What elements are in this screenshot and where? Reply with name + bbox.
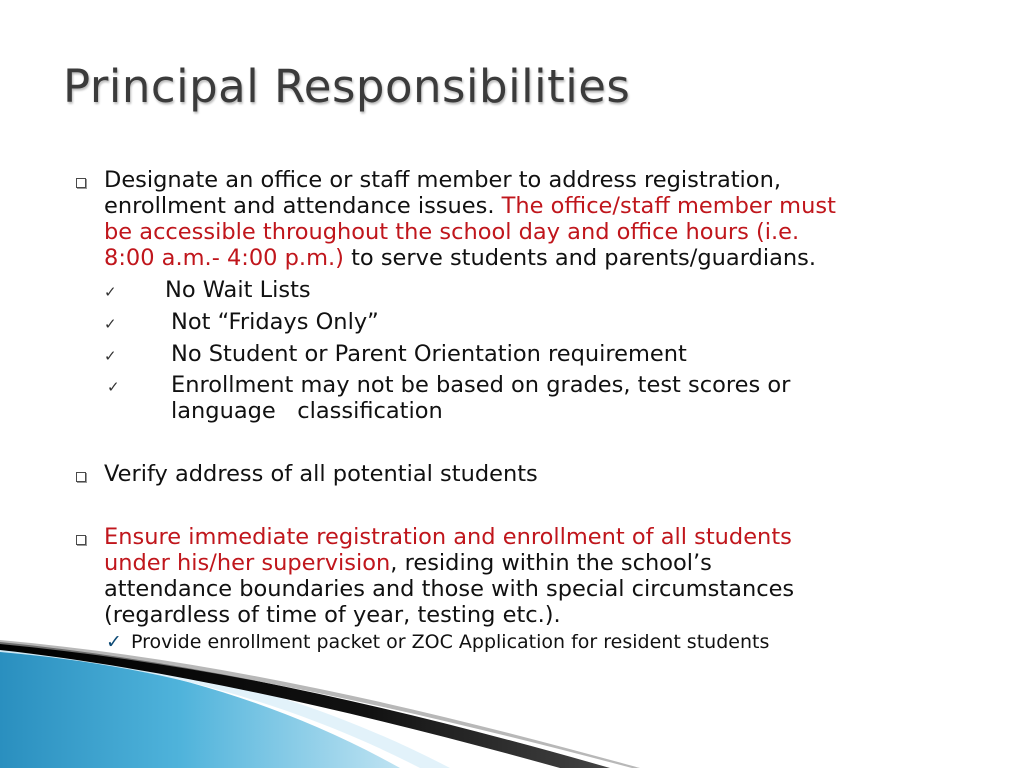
bullet-1-line-1: Designate an office or staff member to address registration, [104,167,781,193]
square-bullet-icon [76,178,86,188]
slide-title: Principal Responsibilities [63,60,631,113]
bullet-3-line-2 [104,550,984,576]
bullet-1-line-3: be accessible throughout the school day and office hours (i.e. [104,219,800,245]
square-bullet-icon [76,535,86,545]
bullet-3-line-2-black: , residing within the school’s [390,550,712,576]
checkmark-icon: ✓ [104,347,117,365]
checkmark-icon: ✓ [106,631,122,653]
decorative-swoosh [0,600,1024,768]
subitem-no-orientation: No Student or Parent Orientation requirement [171,341,687,367]
bullet-1-line-4-black: to serve students and parents/guardians. [343,245,817,271]
bullet-1-line-2-red: The office/staff member must [501,193,836,219]
bullet-2-text: Verify address of all potential students [104,461,538,487]
checkmark-icon: ✓ [104,315,117,333]
subitem-no-wait-lists: No Wait Lists [165,277,311,303]
bullet-3-line-3: attendance boundaries and those with special circumstances [104,576,795,602]
bullet-1-line-2 [104,193,984,219]
bullet-1-line-4-red: 8:00 a.m.- 4:00 p.m.) [104,245,344,271]
bullet-3-line-2-red: under his/her supervision [104,550,391,576]
bullet-1-line-2-black: enrollment and attendance issues. [104,193,502,219]
bullet-3-line-4: (regardless of time of year, testing etc.). [104,602,561,628]
bullet-3-line-1: Ensure immediate registration and enrollment of all students [104,524,792,550]
subitem-enrollment-basis: Enrollment may not be based on grades, test scores or [171,372,791,398]
checkmark-icon: ✓ [104,283,117,301]
checkmark-icon: ✓ [107,378,120,396]
square-bullet-icon [76,472,86,482]
bullet-1-line-4 [104,245,984,271]
subitem-enrollment-basis-cont: language classification [171,398,443,424]
subitem-enrollment-packet: Provide enrollment packet or ZOC Application for resident students [131,631,770,653]
subitem-not-fridays-only: Not “Fridays Only” [171,309,379,335]
